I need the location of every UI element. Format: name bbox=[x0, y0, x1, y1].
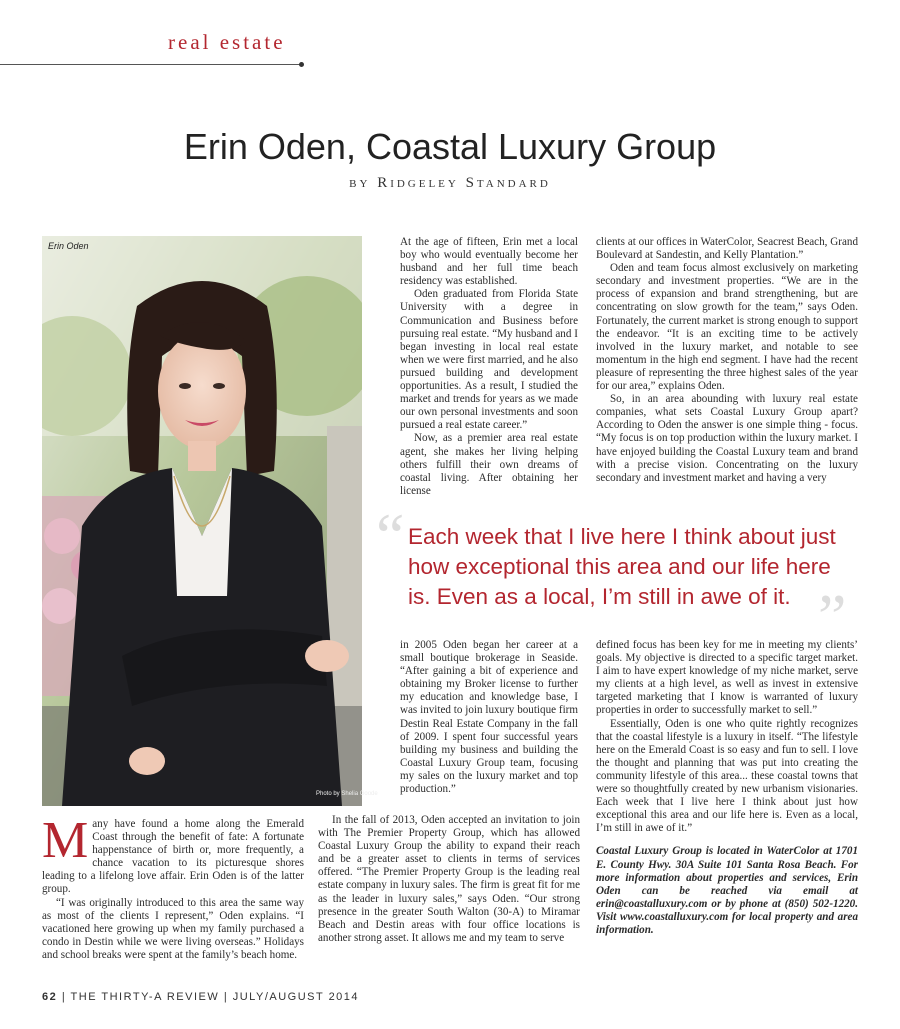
body-paragraph: clients at our offices in WaterColor, Seacrest Beach, Grand Boulevard at Sandestin, and Kelly Plantation.” bbox=[596, 236, 858, 262]
body-column-right-top bbox=[596, 236, 858, 485]
photo-caption: Erin Oden bbox=[48, 241, 89, 251]
footer-separator: | bbox=[223, 991, 229, 1003]
body-column-middle-bottom bbox=[400, 639, 578, 796]
body-paragraph: Oden and team focus almost exclusively on marketing secondary and investment properties. “We are in the process of expansion and brand strengthening, but are concentrating on slow growth for the team,” says Oden. Fortunately, the current market is strong enough to support the endeavor. “It is an exciting time to be actively involved in the luxury market, and notable to see momentum in the high end segment. I have had the recent pleasure of representing the three highest sales of the year for our area,” explains Oden. bbox=[596, 262, 858, 393]
pull-quote-line: Each week that I live here I think about just bbox=[408, 524, 836, 549]
page-number: 62 bbox=[42, 991, 58, 1003]
footer-separator: | bbox=[61, 991, 67, 1003]
body-paragraph: any have found a home along the Emerald Coast through the benefit of fate: A fortunate happenstance of birth or, more frequently, a chance vacation to its picturesque shores leading to a lifelong love affair. Erin Oden is of the latter group. bbox=[42, 818, 304, 896]
publication-name: THE THIRTY-A REVIEW bbox=[70, 991, 220, 1003]
body-paragraph: Now, as a premier area real estate agent, she makes her living helping others fulfill their own dreams of coastal living. After obtaining her license bbox=[400, 432, 578, 497]
section-rule-dot bbox=[299, 62, 304, 67]
pull-quote-line: how exceptional this area and our life here bbox=[408, 554, 831, 579]
body-column-left bbox=[42, 812, 304, 962]
body-paragraph: So, in an area abounding with luxury real estate companies, what sets Coastal Luxury Group apart? According to Oden the answer is one simple thing - focus. “My focus is on top production within the luxury market. I have enjoyed building the Coastal Luxury team and brand with a precise vision. Concentrating on the luxury secondary and investment market and having a very bbox=[596, 393, 858, 484]
open-quote-icon: “ bbox=[376, 500, 405, 571]
portrait-photo bbox=[42, 236, 362, 806]
page-footer bbox=[42, 991, 359, 1003]
body-paragraph: “I was originally introduced to this area the same way as most of the clients I represent,” Oden explains. “I vacationed here growing up when my family purchased a condo in Destin while we were living overseas.” Holidays and school breaks were spent at the family’s beach home. bbox=[42, 896, 304, 961]
section-label: real estate bbox=[168, 30, 286, 54]
drop-cap: M bbox=[42, 812, 89, 869]
byline-prefix: BY bbox=[349, 178, 371, 190]
body-column-middle-wide bbox=[318, 814, 580, 945]
body-paragraph: In the fall of 2013, Oden accepted an invitation to join with The Premier Property Group, which has allowed Coastal Luxury Group the ability to expand their reach and be a greater asset to clients in terms of services offered. “The Premier Property Group is the leading real estate company in luxury sales. The firm is great fit for me as the leader in luxury sales,” says Oden. “Our strong presence in the greater South Walton (30-A) to Miramar Beach and Destin areas with four office locations is another strong asset. It allows me and my team to serve bbox=[318, 814, 580, 944]
body-column-middle-top bbox=[400, 236, 578, 498]
author-name: Ridgeley Standard bbox=[377, 175, 551, 191]
section-rule bbox=[0, 64, 302, 65]
body-paragraph: in 2005 Oden began her career at a small boutique brokerage in Seaside. “After gaining a bit of experience and obtaining my Broker license to further my education and knowledge base, I was invited to join luxury boutique firm Destin Real Estate Company in the fall of 2009. I spent four successful years building my business and building the Coastal Luxury Group team, focusing my sales on the luxury market and top production.” bbox=[400, 639, 578, 796]
close-quote-icon: ” bbox=[818, 581, 847, 652]
issue-date: JULY/AUGUST 2014 bbox=[232, 991, 360, 1003]
pull-quote bbox=[404, 522, 864, 612]
byline bbox=[0, 175, 900, 192]
photo-credit: Photo by Shelia Goode bbox=[316, 791, 378, 797]
body-paragraph: defined focus has been key for me in meeting my clients’ goals. My objective is directed to a specific target market. I aim to have expert knowledge of my niche market, serve my clients at a high level, as well as invest in extensive targeted marketing that I know is warranted of luxury properties in order to successfully market to sell.” bbox=[596, 639, 858, 717]
pull-quote-line: is. Even as a local, I’m still in awe of it. bbox=[408, 584, 791, 609]
contact-note: Coastal Luxury Group is located in WaterColor at 1701 E. County Hwy. 30A Suite 101 Santa Rosa Beach. For more information about properties and services, Erin Oden can be reached via email at erin@coastalluxury.com or by phone at (850) 502-1220. Visit www.coastalluxury.com for local property and area information. bbox=[596, 845, 858, 936]
body-paragraph: Oden graduated from Florida State University with a degree in Communication and Business before pursuing real estate. “My husband and I began investing in local real estate when we were first married, and he also pursued building and development opportunities. As a result, I studied the market and trends for years as we made our own personal investments and soon pursued a real estate career.” bbox=[400, 288, 578, 432]
body-paragraph: At the age of fifteen, Erin met a local boy who would eventually become her husband and her full time beach residency was established. bbox=[400, 236, 578, 288]
body-column-right-bottom bbox=[596, 639, 858, 937]
article-title: Erin Oden, Coastal Luxury Group bbox=[183, 126, 717, 167]
body-paragraph: Essentially, Oden is one who quite rightly recognizes that the coastal lifestyle is a luxury in itself. “The lifestyle here on the Emerald Coast is so easy and fun to sell. I love the thought and planning that was put into creating the community lifestyle of this area... these coastal towns that were so thoughtfully created by new urbanism visionaries. Each week that I live here I think about just how exceptional this area and our life here is. Even as a local, I’m still in awe of it.” bbox=[596, 717, 858, 835]
